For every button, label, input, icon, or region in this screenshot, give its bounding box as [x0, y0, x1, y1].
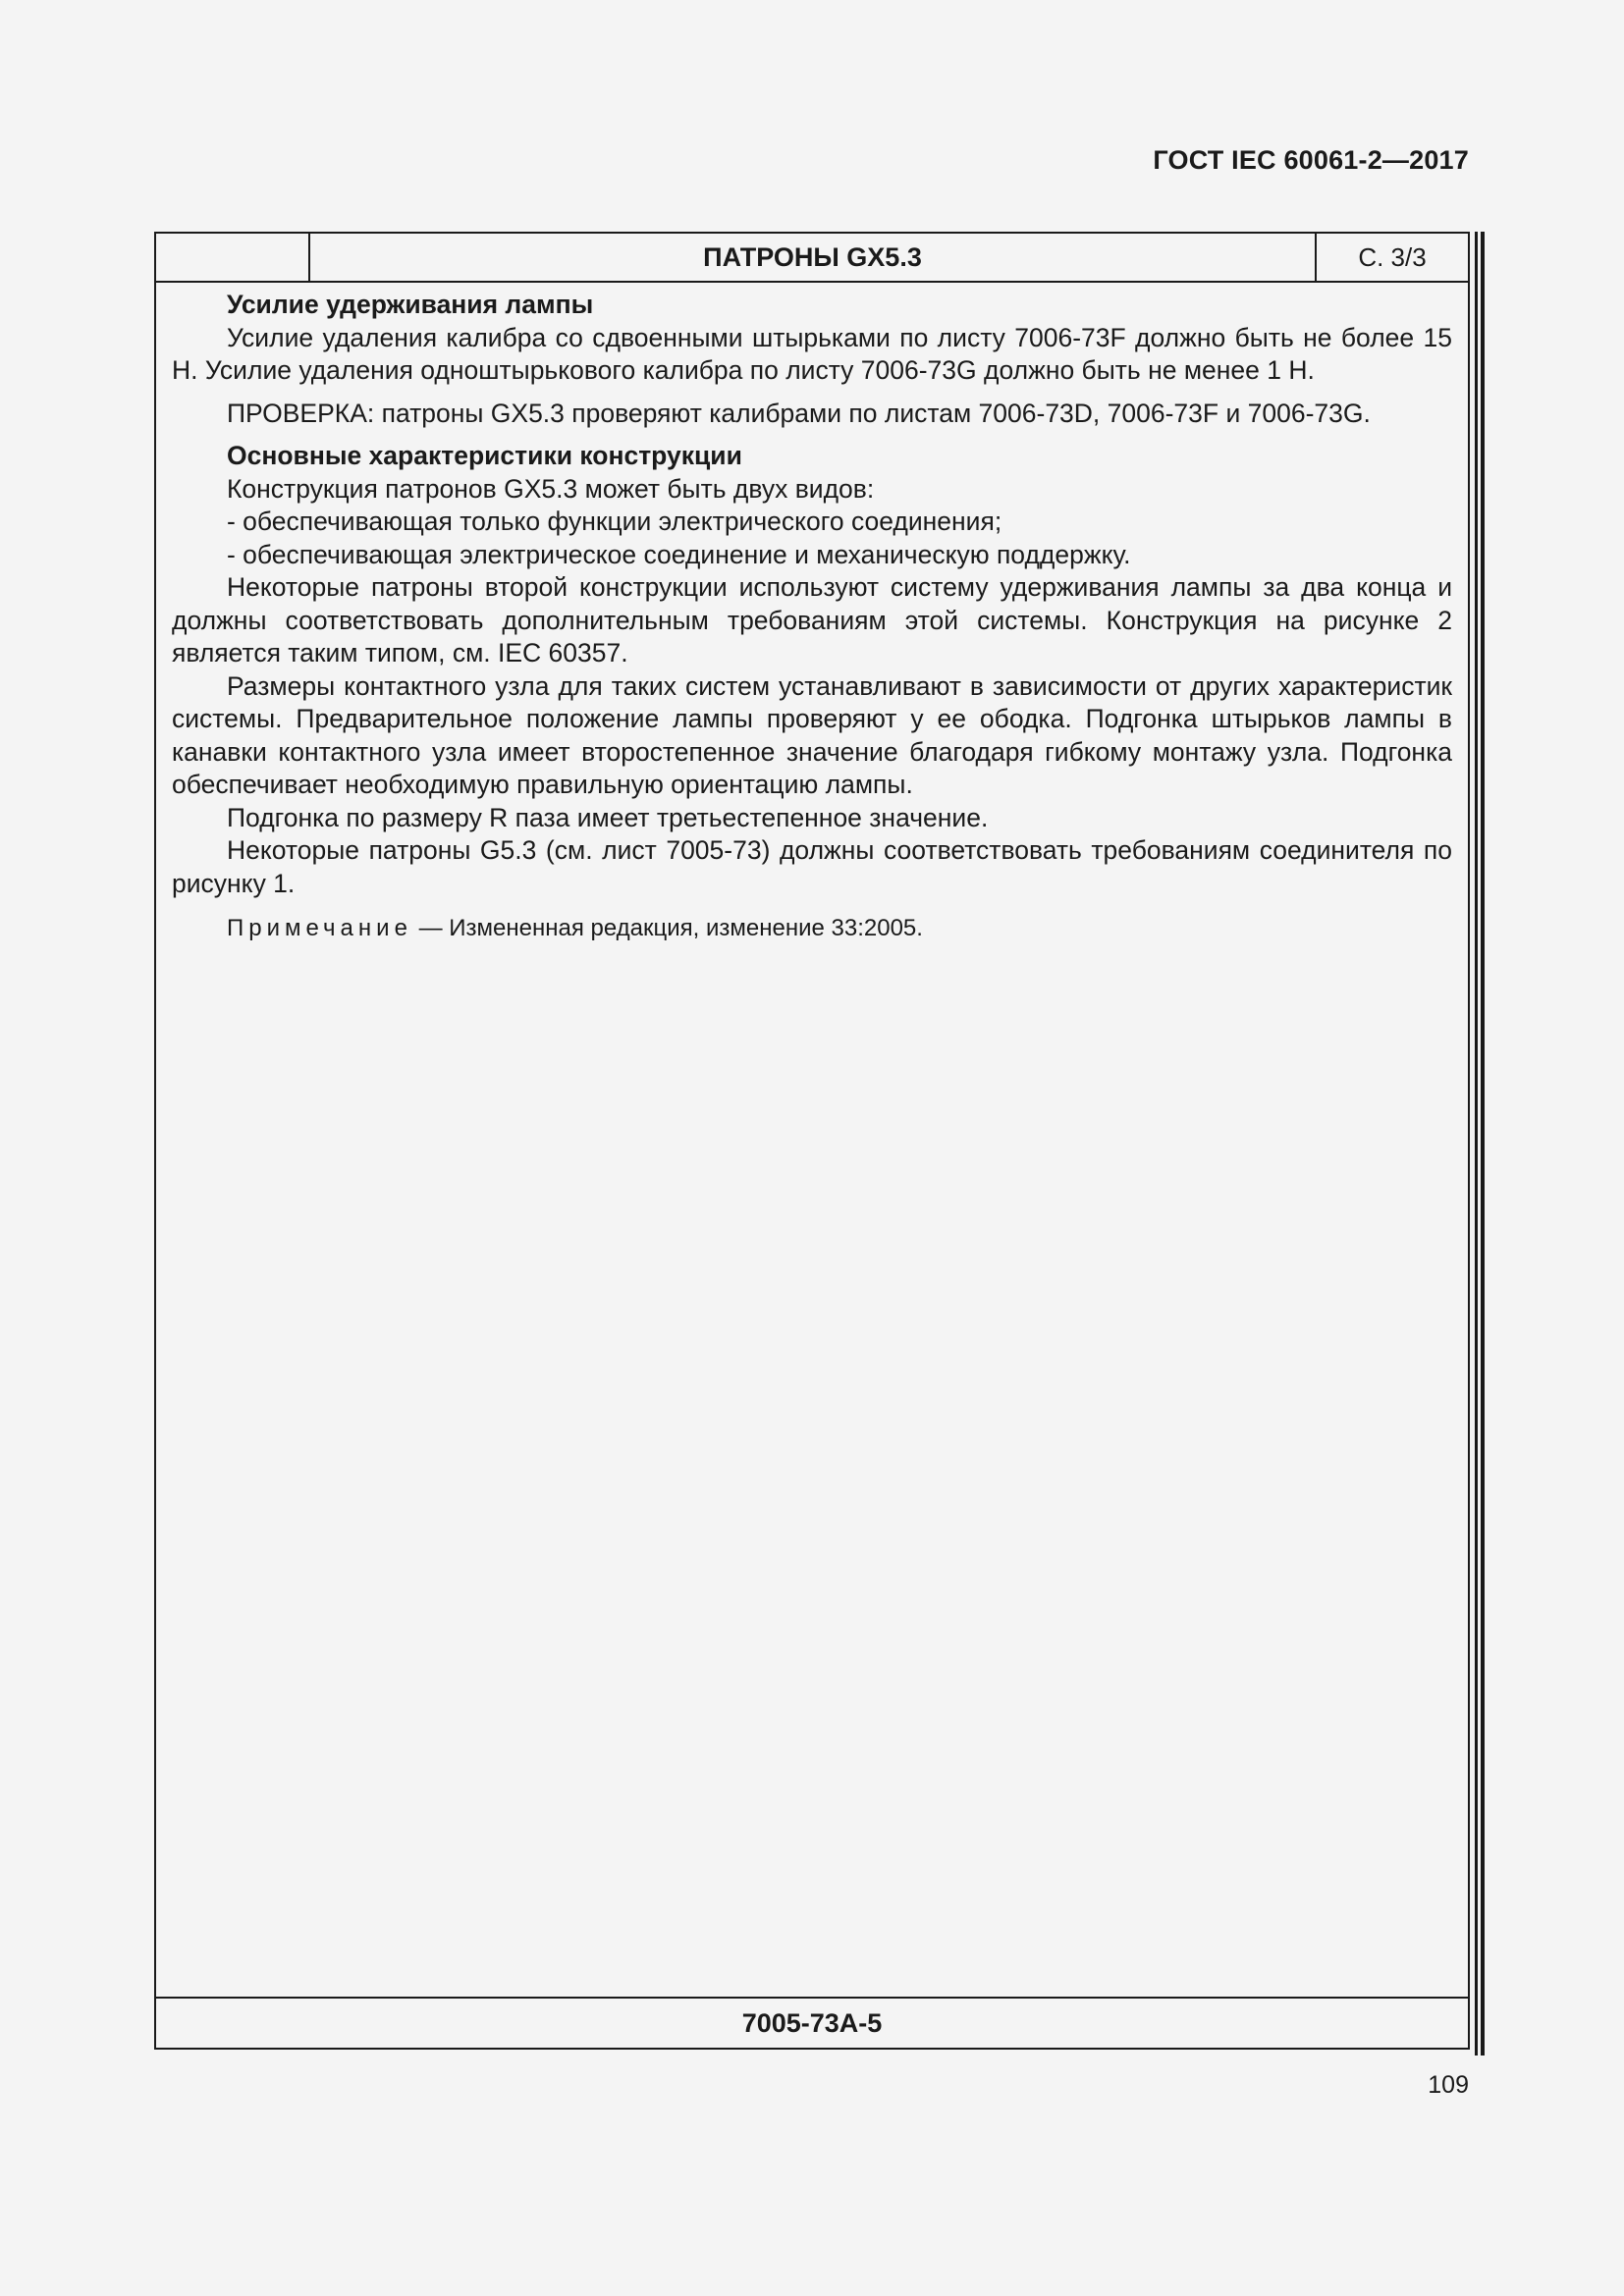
sheet-header-row	[156, 234, 1468, 283]
sheet-title: ПАТРОНЫ GX5.3	[310, 234, 1317, 281]
standard-sheet-frame	[154, 232, 1470, 2050]
paragraph-construction-types: Конструкция патронов GX5.3 может быть двух видов:	[227, 473, 875, 504]
paragraph-contact-dimensions: Размеры контактного узла для таких систем устанавливают в зависимости от других характеристик системы. Предварительное положение лампы проверяют у ее ободка. Подгонка штырьков лампы в канавки контактного узла имеет второстепенное значение благодаря гибкому монтажу узла. Подгонка обеспечивает необходимую правильную ориентацию лампы.	[172, 670, 1452, 799]
section-heading-construction: Основные характеристики конструкции	[227, 441, 742, 470]
note-label: Примечание	[227, 915, 412, 941]
sheet-footer-code: 7005-73A-5	[156, 1997, 1468, 2048]
paragraph-g53-holders: Некоторые патроны G5.3 (см. лист 7005-73) должны соответствовать требованиям соединителя по рисунку 1.	[172, 835, 1452, 898]
sheet-page-indicator: С. 3/3	[1358, 241, 1427, 272]
section-heading-retention: Усилие удерживания лампы	[227, 290, 594, 319]
page-number: 109	[1428, 2071, 1469, 2099]
frame-edge-line	[1475, 232, 1478, 2056]
paragraph-slot-fit: Подгонка по размеру R паза имеет третьестепенное значение.	[227, 802, 989, 832]
paragraph-two-end-system: Некоторые патроны второй конструкции используют систему удерживания лампы за два конца и должны соответствовать дополнительным требованиям этой системы. Конструкция на рисунке 2 является таким типом, см. IEC 60357.	[172, 572, 1452, 667]
document-code: ГОСТ IEC 60061-2—2017	[1153, 145, 1469, 175]
header-empty-cell	[156, 234, 310, 281]
list-item-electrical: - обеспечивающая только функции электрического соединения;	[227, 507, 1002, 536]
list-item-mechanical: - обеспечивающая электрическое соединение и механическую поддержку.	[227, 539, 1131, 569]
frame-edge-line	[1481, 232, 1485, 2056]
note-text: — Измененная редакция, изменение 33:2005.	[411, 915, 923, 941]
sheet-body	[172, 289, 1452, 945]
paragraph-check: ПРОВЕРКА: патроны GX5.3 проверяют калибрами по листам 7006-73D, 7006-73F и 7006-73G.	[227, 398, 1371, 428]
paragraph-removal-force: Усилие удаления калибра со сдвоенными штырьками по листу 7006-73F должно быть не более 15 Н. Усилие удаления одноштырькового калибра по листу 7006-73G должно быть не менее 1 Н.	[172, 322, 1452, 385]
note	[172, 912, 1452, 945]
